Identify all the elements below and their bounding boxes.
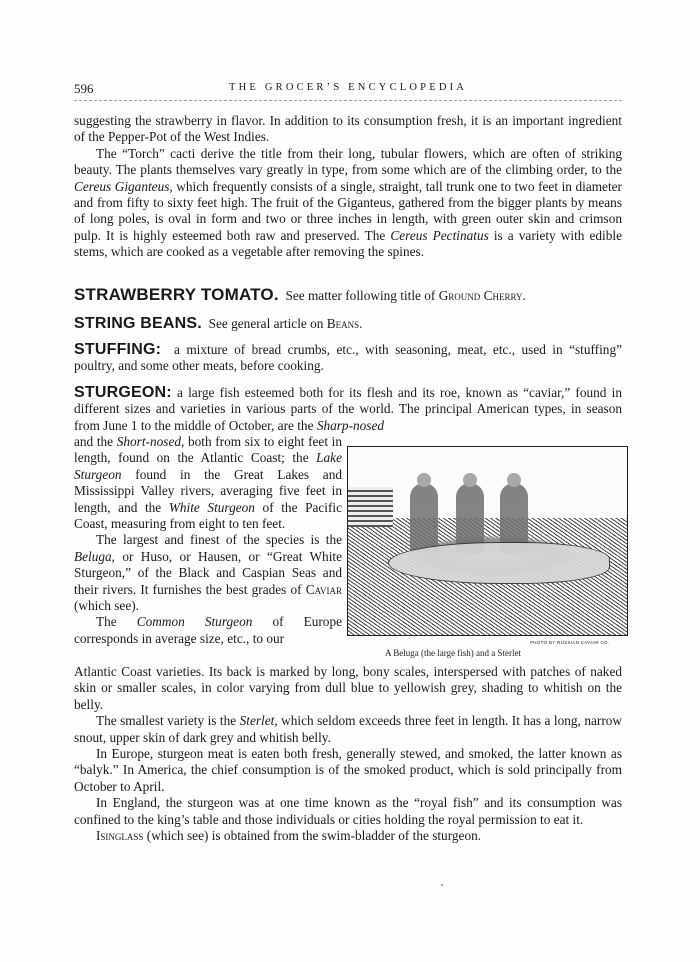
italic-term: Cereus Giganteus,: [74, 178, 173, 194]
intro-paragraph: suggesting the strawberry in flavor. In addition to its consumption fresh, it is an important ingredient of the Pepper-Pot of the West Indies.: [74, 113, 622, 145]
text-run: .: [522, 288, 526, 303]
cross-reference: Caviar: [305, 581, 342, 597]
running-title: THE GROCER’S ENCYCLOPEDIA: [229, 82, 468, 93]
left-column-text: [74, 434, 342, 647]
italic-term: Beluga,: [74, 548, 115, 564]
intro-section: [74, 113, 622, 261]
text-run: found in the Great Lakes and Mississippi Valley rivers, averaging five feet in length, and the: [74, 466, 342, 515]
photo-beluga-fish: [388, 542, 610, 584]
entry-text: See general article on: [208, 316, 327, 331]
italic-term: White Sturgeon: [168, 499, 255, 515]
photo-person: [410, 483, 438, 553]
entry-strawberry-tomato: [74, 287, 622, 304]
text-run: or Huso, or Hausen, or “Great White Sturgeon,” of the Black and Caspian Seas and their rivers. It furnishes the best grades of: [74, 548, 342, 597]
italic-term: Lake Sturgeon: [74, 450, 342, 482]
text-run: (which see).: [74, 598, 139, 614]
paragraph: [74, 713, 622, 746]
text-run: The: [96, 614, 137, 630]
entry-text: See matter following title of: [285, 288, 439, 303]
cross-reference: Beans: [326, 316, 360, 331]
paragraph: [74, 614, 342, 647]
paragraph: Atlantic Coast varieties. Its back is marked by long, bony scales, interspersed with patches of naked skin or smaller scales, in color varying from dull blue to yellowish grey, shading to whitish on the belly.: [74, 664, 622, 712]
italic-term: Cereus Pectinatus: [390, 227, 489, 243]
entry-heading: STRING BEANS.: [74, 315, 202, 332]
paragraph: [74, 828, 622, 844]
text-run: and the: [74, 434, 117, 449]
header-rule: [74, 100, 622, 101]
italic-term: Sterlet,: [239, 713, 278, 729]
figure-caption: A Beluga (the large fish) and a Sterlet: [385, 648, 522, 658]
entry-string-beans: [74, 316, 622, 332]
text-run: The smallest variety is the: [96, 713, 240, 729]
text-run: both from six to eight feet in length, found on the Atlantic Coast; the: [74, 434, 343, 466]
text-run: The “Torch” cacti derive the title from their long, tubular flowers, which are often of striking beauty. The plants themselves vary greatly in type, from some which are of the climbing order, to the: [74, 145, 622, 178]
italic-term: Short-nosed,: [116, 434, 185, 449]
entry-text: a mixture of bread crumbs, etc., with seasoning, meat, etc., used in “stuffing” poultry, and some other meats, before cooking.: [74, 342, 623, 374]
entry-heading: STRAWBERRY TOMATO.: [74, 285, 279, 304]
sturgeon-continued: [74, 664, 622, 844]
entry-text: a large fish esteemed both for its flesh and its roe, known as “caviar,” found in different sizes and varieties in various parts of the world. The principal American types, in season from June 1 to the middle of October, are the: [74, 385, 622, 433]
text-run: of the Pacific Coast, measuring from eight to ten feet.: [74, 499, 342, 532]
paragraph: In Europe, sturgeon meat is eaten both fresh, generally stewed, and smoked, the latter known as “balyk.” In America, the chief consumption is of the smoked product, which is sold principally from October to April.: [74, 746, 622, 794]
paragraph: [74, 434, 342, 532]
text-run: which seldom exceeds three feet in length. It has a long, narrow snout, upper skin of dark grey and whitish belly.: [74, 713, 622, 745]
italic-term: Common Sturgeon: [136, 614, 253, 630]
page-header: [74, 81, 622, 97]
entry-sturgeon: [74, 385, 622, 434]
text-run: (which see) is obtained from the swim-bladder of the sturgeon.: [143, 828, 482, 844]
page-number: 596: [74, 81, 94, 96]
text-run: .: [359, 316, 363, 331]
italic-term: Sharp-nosed: [316, 417, 385, 433]
beluga-photograph: [347, 446, 628, 636]
cross-reference: Ground Cherry: [438, 288, 523, 303]
paragraph: In England, the sturgeon was at one time known as the “royal fish” and its consumption was confined to the king’s table and those individuals or cities holding the royal permission to eat it.: [74, 795, 622, 827]
text-run: which frequently consists of a single, straight, tall trunk one to two feet in diameter and from fifty to sixty feet high. The fruit of the Giganteus, gathered from the bigger plants by means of long poles, is oval in form and two or three inches in length, with green outer skin and crimson pulp. It is highly esteemed both raw and preserved. The: [74, 178, 622, 243]
photo-shed: [348, 487, 393, 527]
entry-heading: STUFFING:: [74, 341, 162, 358]
text-run: is a variety with edible stems, which are cooked as a vegetable after removing the spines.: [74, 227, 622, 260]
cross-reference: Isinglass: [96, 828, 144, 844]
torch-cacti-paragraph: [74, 146, 622, 261]
text-run: The largest and finest of the species is the: [96, 532, 342, 548]
scan-speck: [441, 884, 443, 886]
entry-heading: STURGEON:: [74, 384, 172, 401]
photo-credit: PHOTO BY RUSSIAN CAVIAR CO.: [530, 640, 610, 645]
paragraph: [74, 532, 342, 614]
text-run: of Europe corresponds in average size, etc., to our: [74, 614, 342, 646]
entry-stuffing: [74, 342, 622, 375]
